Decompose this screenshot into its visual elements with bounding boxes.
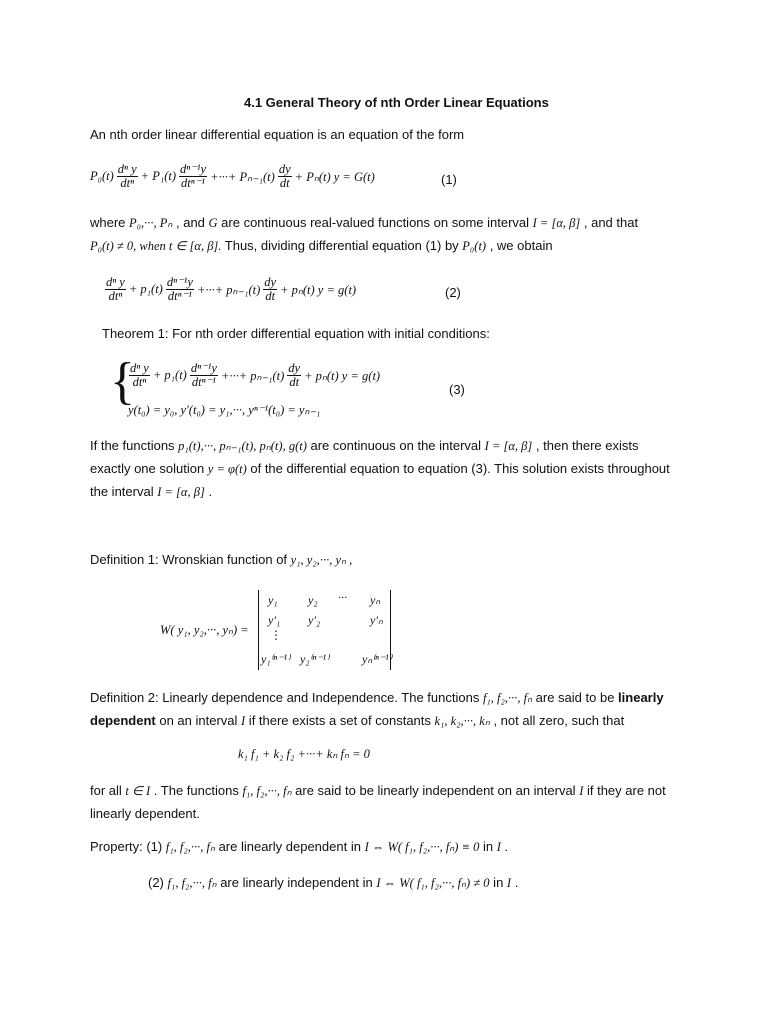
text-run: are linearly independent in (216, 875, 377, 890)
eq2-frac1-den: dtⁿ (108, 289, 123, 304)
eq2-frac1 (105, 276, 126, 303)
wronskian-cell: y₁⁽ⁿ⁻¹⁾ (261, 652, 291, 666)
wronskian-cell: ··· (338, 590, 347, 604)
math-run: G (208, 216, 218, 230)
text-run: if there exists a set of constants (245, 713, 435, 728)
eq3-term: + pₙ(t) y = g(t) (304, 368, 381, 383)
math-run: I = [α, β] (532, 216, 581, 230)
wronskian-cell: y′₂ (308, 613, 321, 627)
equation-3 (128, 362, 380, 389)
eq2-term: + pₙ(t) y = g(t) (280, 282, 357, 297)
math-run: f₁, f₂,···, fₙ (242, 784, 292, 798)
vertical-dots: ⋮ (270, 628, 282, 642)
math-run: k₁, k₂,···, kₙ (434, 714, 490, 728)
math-run: P₀(t) (462, 239, 487, 253)
eq1-frac1 (117, 163, 138, 190)
math-run: I = [α, β] (157, 485, 205, 499)
determinant-left-bar (258, 590, 259, 670)
eq3-frac1 (129, 362, 150, 389)
eq1-term: +···+ Pₙ₋₁(t) (210, 169, 275, 184)
text-run: If the functions (90, 438, 179, 453)
eq2-frac2-den: dtⁿ⁻¹ (167, 289, 192, 304)
equation-2 (104, 276, 356, 303)
property-2 (148, 875, 518, 891)
text-run: on an interval (155, 713, 242, 728)
text-run: Thus, dividing differential equation (1) by (221, 238, 463, 253)
where-line-2 (90, 238, 553, 254)
eq1-frac1-num: dⁿ y (117, 162, 137, 176)
text-run: where (90, 215, 130, 230)
forall-line-2: linearly dependent. (90, 806, 200, 821)
eq1-frac3 (278, 163, 292, 190)
eq1-frac2-num: dⁿ⁻¹y (180, 162, 207, 176)
text-run: Definition 2: Linearly dependence and Independence. The functions (90, 690, 483, 705)
eq3-term: +···+ pₙ₋₁(t) (220, 368, 285, 383)
text-run: the interval (90, 484, 158, 499)
if-line-1 (90, 438, 639, 454)
math-run: f₁, f₂,···, fₙ (165, 840, 215, 854)
text-run: . (500, 839, 509, 854)
initial-conditions: y(t₀) = y₀, y′(t₀) = y₁,···, yⁿ⁻¹(t₀) = yₙ₋₁ (128, 403, 321, 417)
text-run: . (511, 875, 519, 890)
property-1 (90, 839, 508, 855)
eq1-frac1-den: dtⁿ (120, 176, 135, 191)
eq3-frac2-num: dⁿ⁻¹y (190, 361, 217, 375)
bold-run: linearly (618, 690, 664, 705)
text-run: are said to be (532, 690, 619, 705)
text-run: of the differential equation to equation (3). This solution exists throughout (246, 461, 670, 476)
eq3-frac3-num: dy (288, 361, 301, 375)
section-title: 4.1 General Theory of nth Order Linear Equations (244, 95, 549, 110)
text-run: , not all zero, such that (489, 713, 625, 728)
where-line-1 (90, 215, 638, 231)
wronskian-cell: y₂ (308, 593, 318, 607)
eq1-frac2 (179, 163, 207, 190)
wronskian-cell: y′ₙ (370, 613, 383, 627)
definition-2-line-1 (90, 690, 664, 706)
text-run: are continuous real-valued functions on some interval (217, 215, 533, 230)
wronskian-cell: y′₁ (268, 613, 281, 627)
text-run: exactly one solution (90, 461, 208, 476)
forall-line-1 (90, 783, 666, 799)
if-line-2 (90, 461, 670, 477)
eq1-term: + Pₙ(t) y = G(t) (294, 169, 375, 184)
equation-2-number: (2) (445, 285, 461, 300)
math-run: f₁, f₂,···, fₙ (167, 876, 217, 890)
math-run: I ⇔ W( f₁, f₂,···, fₙ) ≠ 0 (376, 876, 490, 890)
eq2-term: + p₁(t) (128, 282, 163, 297)
text-run: , we obtain (486, 238, 553, 253)
text-run: are said to be linearly independent on an interval (291, 783, 580, 798)
equation-1-number: (1) (441, 172, 457, 187)
equation-1 (90, 163, 375, 190)
text-run: for all (90, 783, 126, 798)
eq1-frac3-num: dy (278, 162, 291, 176)
eq2-frac2-num: dⁿ⁻¹y (166, 275, 193, 289)
text-run: if they are not (583, 783, 666, 798)
eq3-frac2 (190, 362, 218, 389)
math-run: P₀,···, Pₙ (129, 216, 173, 230)
text-run: (2) (148, 875, 168, 890)
eq3-frac3 (287, 362, 301, 389)
text-run: , then there exists (532, 438, 639, 453)
eq2-frac2 (166, 276, 194, 303)
math-run: I (506, 876, 512, 890)
text-run: in (489, 875, 507, 890)
eq2-frac3-den: dt (265, 289, 276, 304)
math-run: y = φ(t) (207, 462, 247, 476)
linear-combination: k₁ f₁ + k₂ f₂ +···+ kₙ fₙ = 0 (238, 747, 370, 761)
text-run: , and (172, 215, 209, 230)
eq3-frac3-den: dt (289, 375, 300, 390)
text-run: , and that (580, 215, 639, 230)
equation-3-number: (3) (449, 382, 465, 397)
wronskian-lhs: W( y₁, y₂,···, yₙ) = (160, 623, 249, 637)
wronskian-cell: yₙ⁽ⁿ⁻¹⁾ (362, 652, 392, 666)
eq3-term: + p₁(t) (152, 368, 187, 383)
math-run: I (579, 784, 584, 798)
text-run: . The functions (150, 783, 243, 798)
math-run: t ∈ I (125, 784, 151, 798)
intro-text: An nth order linear differential equation is an equation of the form (90, 127, 465, 142)
eq2-term: +···+ pₙ₋₁(t) (196, 282, 261, 297)
eq1-term: P₀(t) (90, 169, 114, 184)
math-run: p₁(t),···, pₙ₋₁(t), pₙ(t), g(t) (178, 439, 307, 453)
math-run: I (241, 714, 246, 728)
math-run: I ⇔ W( f₁, f₂,···, fₙ) ≡ 0 (364, 840, 480, 854)
text-run: . (204, 484, 213, 499)
eq3-frac2-den: dtⁿ⁻¹ (191, 375, 216, 390)
math-run: y₁, y₂,···, yₙ , (290, 553, 353, 567)
eq3-frac1-num: dⁿ y (130, 361, 149, 375)
eq3-frac1-den: dtⁿ (132, 375, 147, 390)
math-run: I = [α, β] (484, 439, 533, 453)
math-run: P₀(t) ≠ 0, when t ∈ [α, β]. (90, 239, 222, 253)
text-run: Property: (1) (90, 839, 166, 854)
text-run: are linearly dependent in (214, 839, 365, 854)
definition-1 (90, 552, 352, 568)
text-run: in (479, 839, 497, 854)
text-run: Definition 1: Wronskian function of (90, 552, 291, 567)
eq1-term: + P₁(t) (140, 169, 176, 184)
if-line-3 (90, 484, 212, 500)
theorem-1: Theorem 1: For nth order differential equation with initial conditions: (102, 326, 490, 341)
definition-2-line-2 (90, 713, 624, 729)
wronskian-cell: yₙ (370, 593, 381, 607)
eq1-frac2-den: dtⁿ⁻¹ (181, 176, 206, 191)
math-run: f₁, f₂,···, fₙ (482, 691, 533, 705)
eq2-frac1-num: dⁿ y (106, 275, 125, 289)
text-run: are continuous on the interval (306, 438, 485, 453)
bold-run: dependent (90, 713, 156, 728)
wronskian-cell: y₂⁽ⁿ⁻¹⁾ (300, 652, 330, 666)
eq2-frac3-num: dy (264, 275, 277, 289)
left-brace: { (110, 353, 135, 410)
math-run: I (496, 840, 501, 854)
eq2-frac3 (263, 276, 277, 303)
wronskian-cell: y₁ (268, 593, 278, 607)
eq1-frac3-den: dt (279, 176, 290, 191)
